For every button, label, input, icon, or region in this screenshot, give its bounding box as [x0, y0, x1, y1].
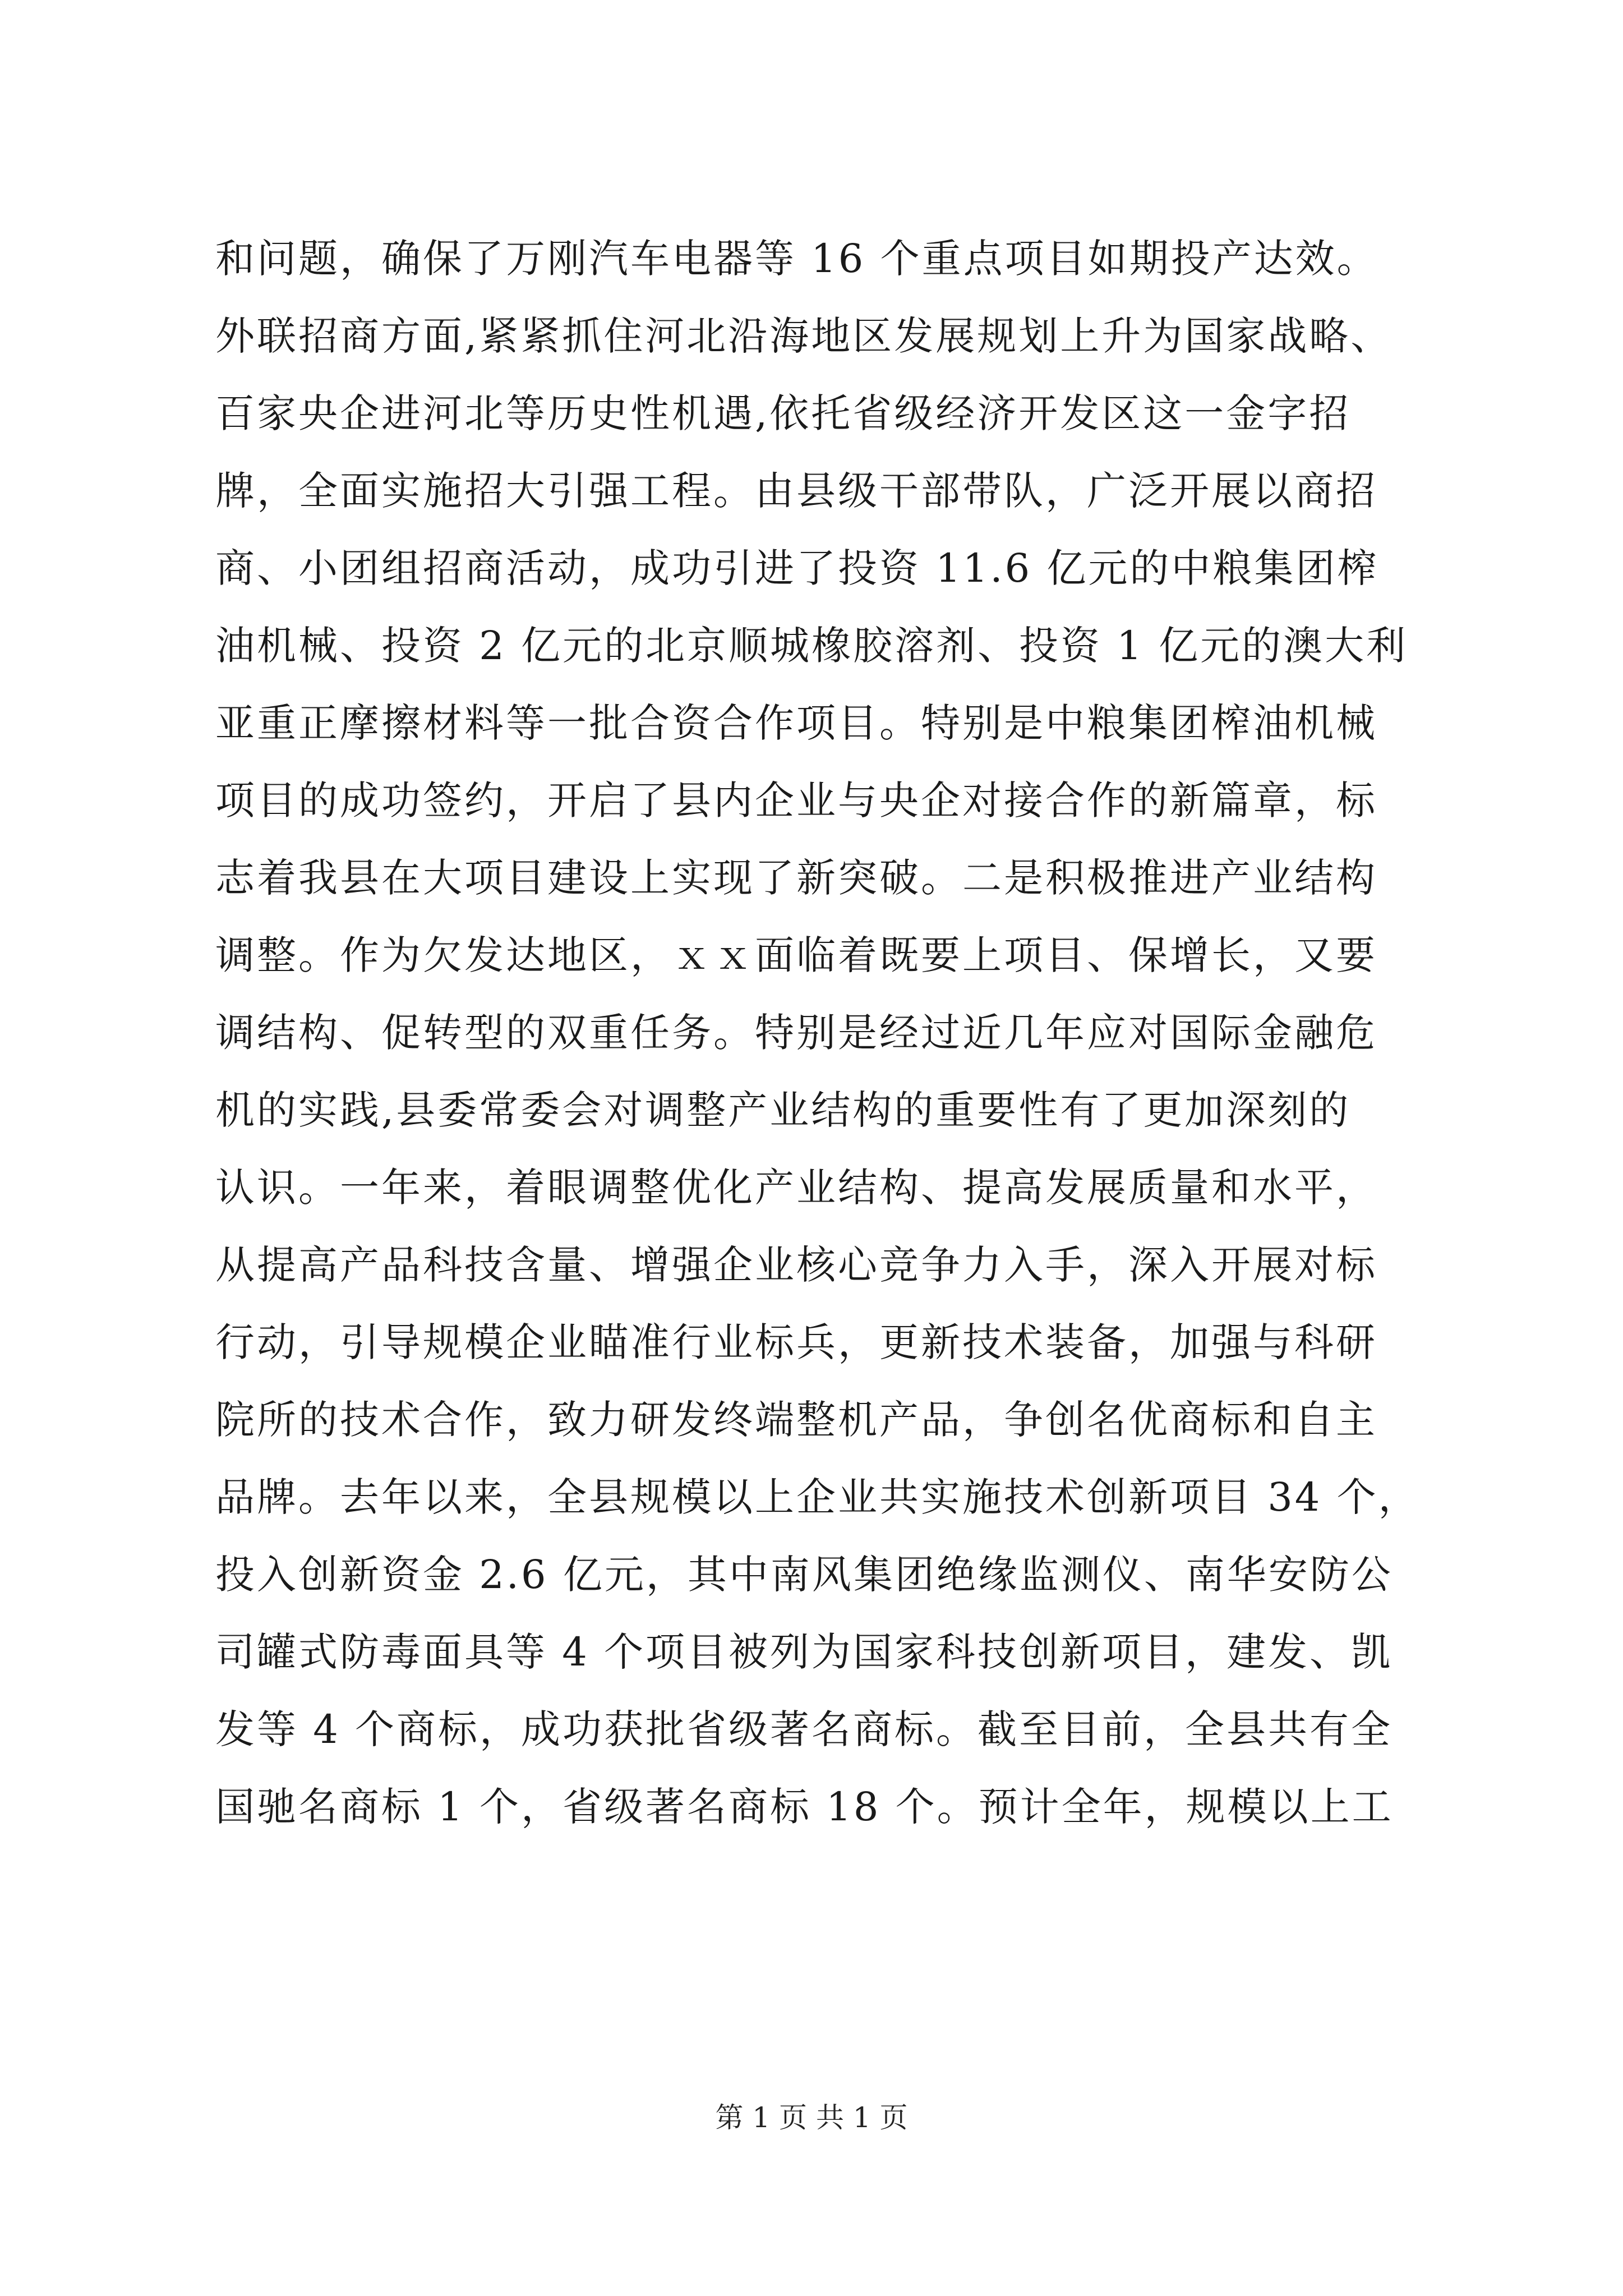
text-line: 商、小团组招商活动，成功引进了投资 11.6 亿元的中粮集团榨 — [215, 545, 1379, 591]
text-line: 投入创新资金 2.6 亿元，其中南风集团绝缘监测仪、南华安防公 — [215, 1552, 1393, 1598]
text-line: 院所的技术合作，致力研发终端整机产品，争创名优商标和自主 — [215, 1397, 1377, 1443]
text-line: 志着我县在大项目建设上实现了新突破。二是积极推进产业结构 — [215, 855, 1377, 901]
body-text — [215, 220, 1472, 1846]
text-line: 调结构、促转型的双重任务。特别是经过近几年应对国际金融危 — [215, 1010, 1377, 1056]
text-line: 品牌。去年以来，全县规模以上企业共实施技术创新项目 34 个， — [215, 1474, 1420, 1520]
page-footer: 第 1 页 共 1 页 — [715, 2101, 908, 2134]
text-line: 油机械、投资 2 亿元的北京顺城橡胶溶剂、投资 1 亿元的澳大利 — [215, 623, 1408, 669]
text-line: 牌，全面实施招大引强工程。由县级干部带队，广泛开展以商招 — [215, 468, 1377, 514]
text-line: 行动，引导规模企业瞄准行业标兵，更新技术装备，加强与科研 — [215, 1319, 1377, 1365]
text-line: 司罐式防毒面具等 4 个项目被列为国家科技创新项目，建发、凯 — [215, 1629, 1393, 1675]
text-line: 从提高产品科技含量、增强企业核心竞争力入手，深入开展对标 — [215, 1242, 1377, 1288]
text-line: 和问题，确保了万刚汽车电器等 16 个重点项目如期投产达效。 — [215, 236, 1378, 282]
text-line: 国驰名商标 1 个，省级著名商标 18 个。预计全年，规模以上工 — [215, 1784, 1394, 1830]
text-line: 机的实践,县委常委会对调整产业结构的重要性有了更加深刻的 — [215, 1087, 1351, 1133]
text-line: 发等 4 个商标，成功获批省级著名商标。截至目前，全县共有全 — [215, 1706, 1393, 1752]
text-line: 调整。作为欠发达地区，ｘｘ面临着既要上项目、保增长，又要 — [215, 932, 1377, 978]
text-line: 认识。一年来，着眼调整优化产业结构、提高发展质量和水平， — [215, 1165, 1377, 1211]
text-line: 外联招商方面,紧紧抓住河北沿海地区发展规划上升为国家战略、 — [215, 313, 1393, 359]
text-line: 项目的成功签约，开启了县内企业与央企对接合作的新篇章，标 — [215, 777, 1377, 823]
text-line: 百家央企进河北等历史性机遇,依托省级经济开发区这一金字招 — [215, 390, 1351, 436]
text-line: 亚重正摩擦材料等一批合资合作项目。特别是中粮集团榨油机械 — [215, 700, 1377, 746]
